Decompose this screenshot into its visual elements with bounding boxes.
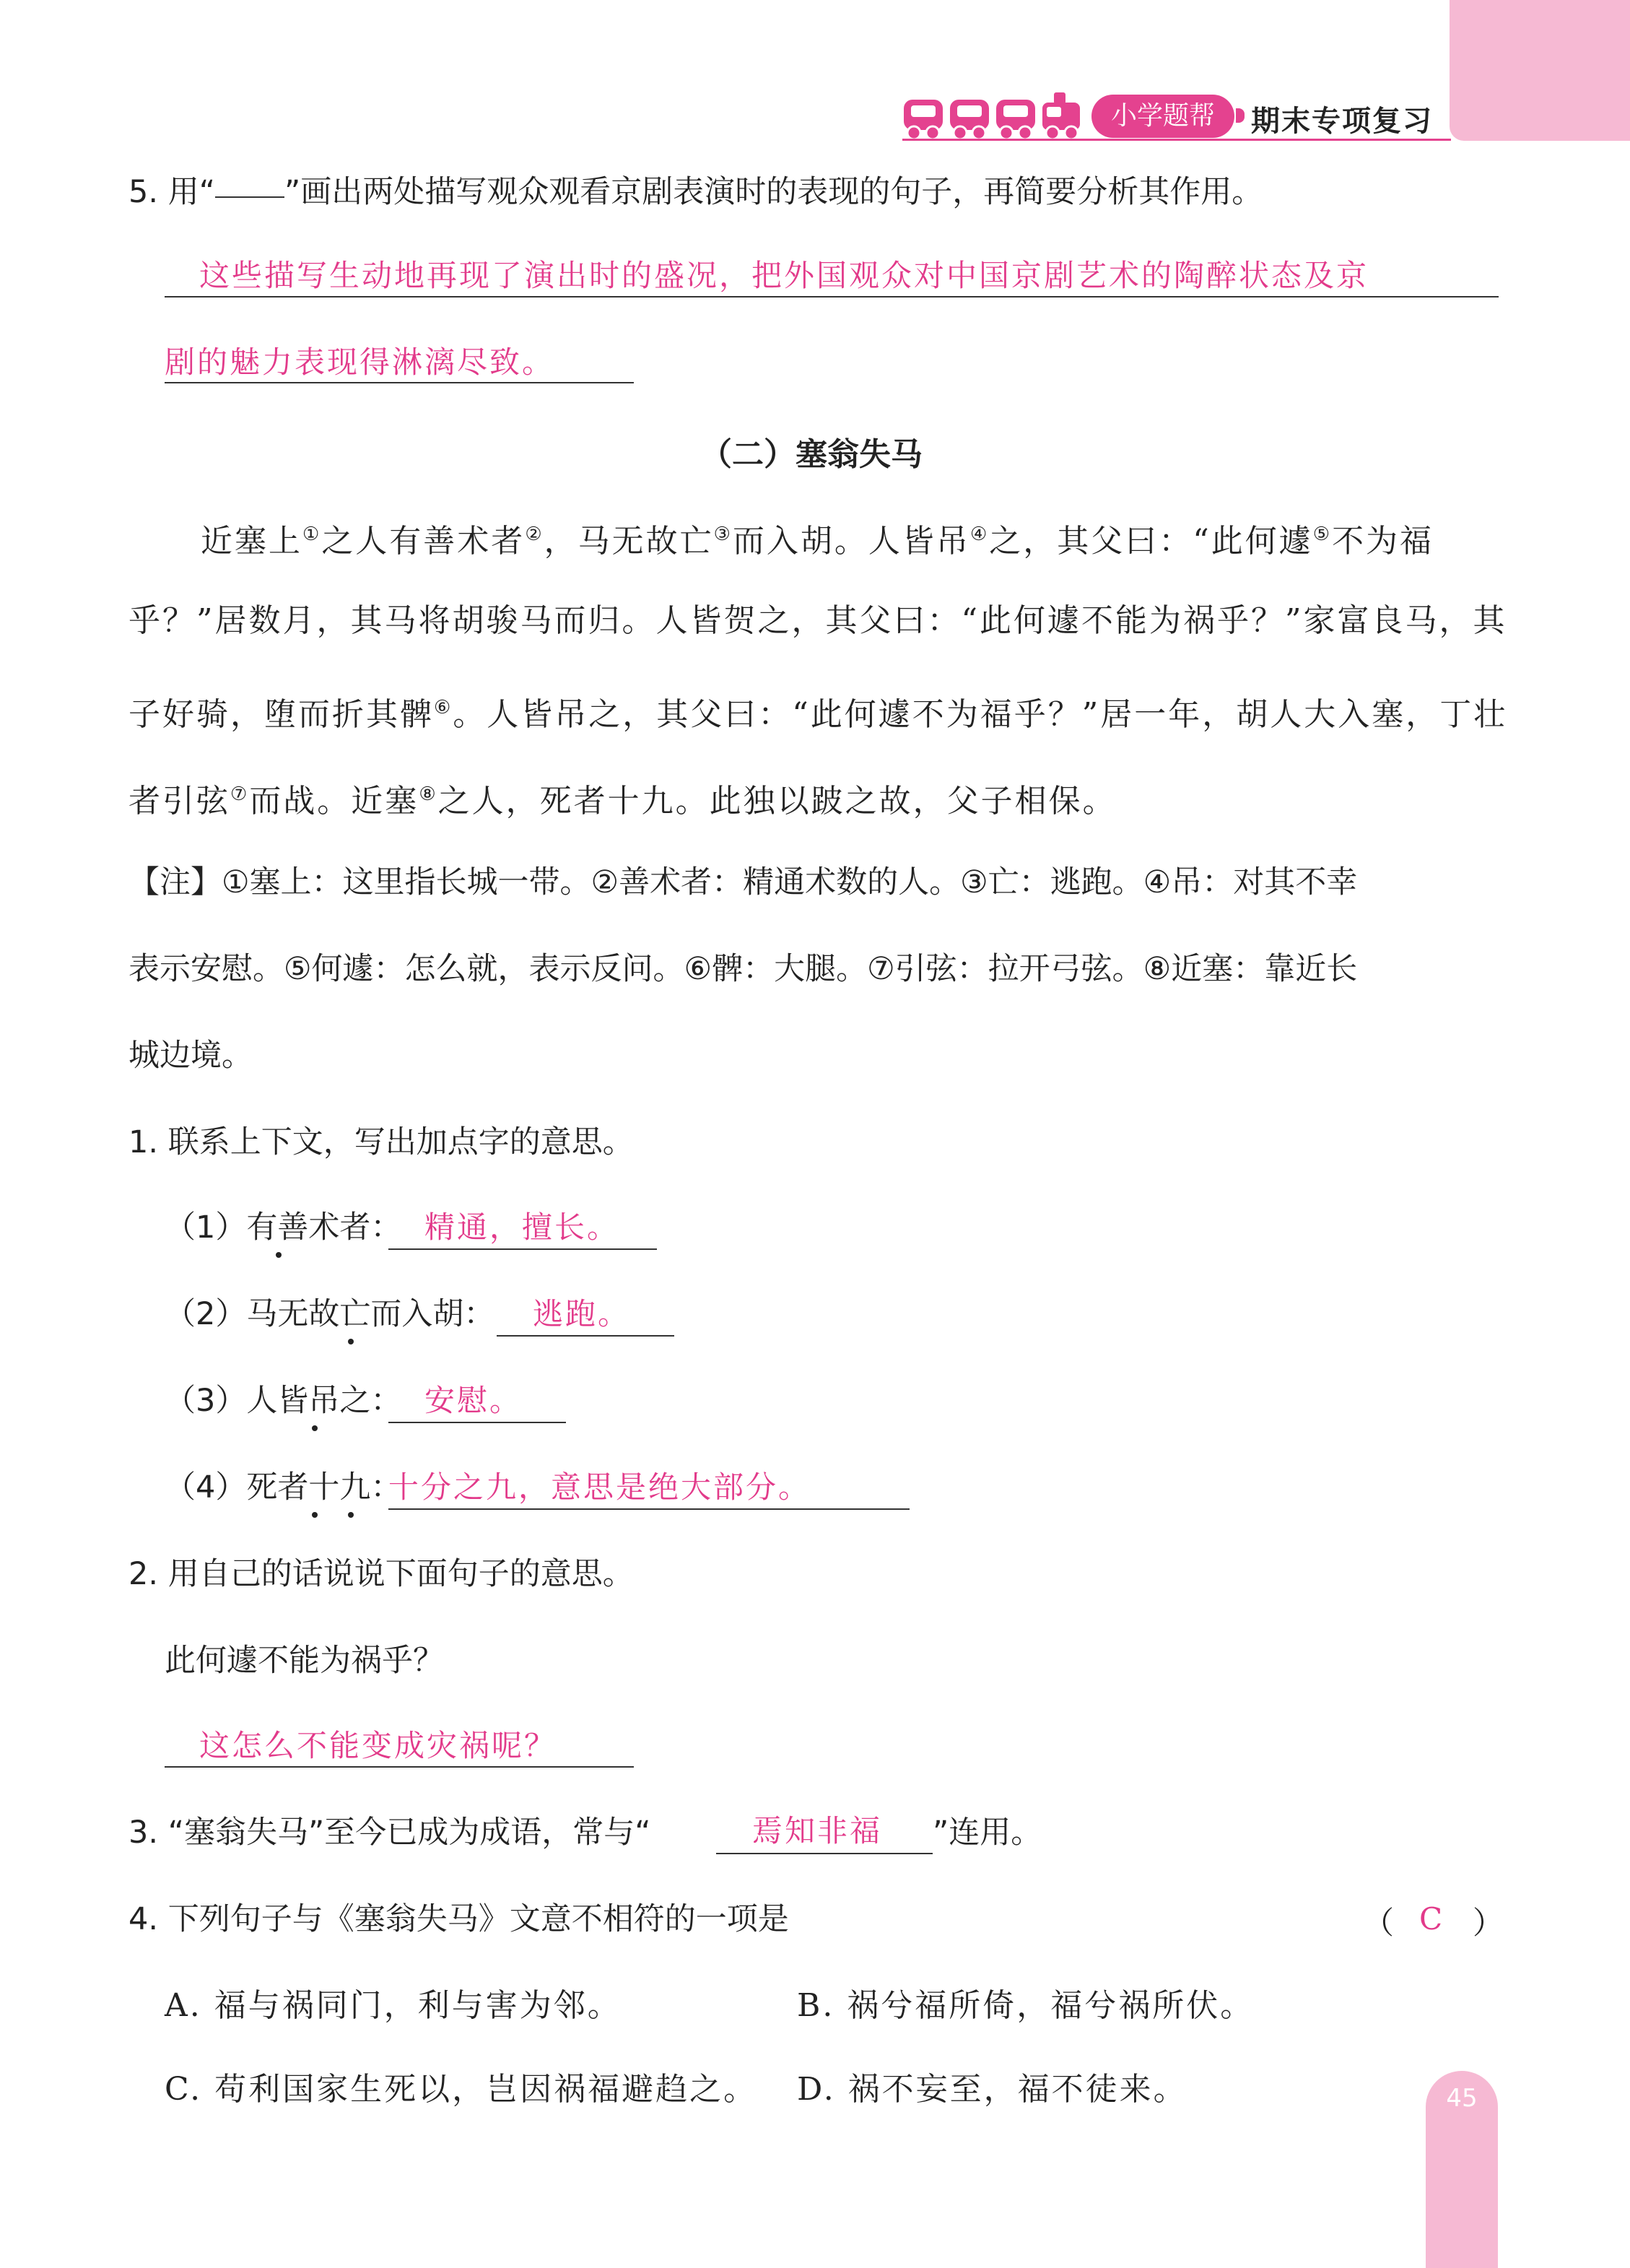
answer-line (388, 1508, 910, 1510)
brand-badge: 小学题帮 (1091, 95, 1234, 138)
passage-title: （二）塞翁失马 (700, 436, 923, 473)
q3-suffix: ”连用。 (933, 1815, 1042, 1851)
q4-option-a: A. 福与祸同门，利与害为邻。 (165, 1987, 622, 2024)
q1-item-2-answer: 逃跑。 (533, 1296, 631, 1331)
q1-item-1-answer: 精通，擅长。 (424, 1209, 620, 1245)
emphasis-dot (348, 1339, 354, 1344)
q5-answer-line1: 这些描写生动地再现了演出时的盛况，把外国观众对中国京剧艺术的陶醉状态及京 (199, 258, 1369, 293)
notes-line-2: 表示安慰。⑤何遽：怎么就，表示反问。⑥髀：大腿。⑦引弦：拉开弓弦。⑧近塞：靠近长 (128, 951, 1358, 987)
answer-line (165, 296, 1499, 297)
q1-item-3-prompt: （3）人皆吊之： (165, 1383, 402, 1419)
q2-answer: 这怎么不能变成灾祸呢？ (199, 1728, 557, 1763)
passage-line-4: 者引弦⑦而战。近塞⑧之人，死者十九。此独以跛之故，父子相保。 (128, 783, 1117, 820)
passage-line-3: 子好骑，堕而折其髀⑥。人皆吊之，其父曰：“此何遽不为福乎？”居一年，胡人大入塞，丁壮 (128, 696, 1508, 733)
q4-paren-right: ） (1473, 1906, 1504, 1942)
corner-tab (1450, 0, 1630, 141)
badge-tail (1236, 108, 1245, 123)
q1-item-2-prompt: （2）马无故亡而入胡： (165, 1296, 495, 1332)
q4-option-b: B. 祸兮福所倚，福兮祸所伏。 (797, 1987, 1255, 2024)
q2-sentence: 此何遽不能为祸乎？ (165, 1643, 444, 1679)
q1-item-1-prompt: （1）有善术者： (165, 1209, 402, 1246)
q5-suffix: ”画出两处描写观众观看京剧表演时的表现的句子，再简要分析其作用。 (284, 174, 1263, 210)
header-divider (902, 139, 1451, 141)
emphasis-dot (348, 1512, 354, 1518)
q1-item-3-answer: 安慰。 (424, 1383, 523, 1418)
q2-stem: 2. 用自己的话说说下面句子的意思。 (128, 1556, 634, 1592)
answer-line (388, 1422, 566, 1423)
answer-line (716, 1853, 933, 1854)
page-number: 45 (1446, 2084, 1478, 2113)
q1-item-4-prompt: （4）死者十九： (165, 1469, 402, 1506)
notes-line-3: 城边境。 (128, 1038, 253, 1074)
notes-line-1: 【注】①塞上：这里指长城一带。②善术者：精通术数的人。③亡：逃跑。④吊：对其不幸 (128, 864, 1358, 900)
train-icon (902, 92, 1083, 142)
q5-prefix: 5. 用“ (128, 174, 215, 210)
answer-line (165, 1766, 634, 1768)
passage-line-1: 近塞上①之人有善术者②，马无故亡③而入胡。人皆吊④之，其父曰：“此何遽⑤不为福 (201, 523, 1434, 560)
q3-answer: 焉知非福 (752, 1813, 883, 1848)
answer-line (497, 1335, 674, 1337)
underline-sample (215, 175, 284, 198)
answer-line (165, 382, 634, 383)
q5-stem (128, 172, 1263, 212)
q3-prefix: 3. “塞翁失马”至今已成为成语，常与“ (128, 1815, 651, 1851)
q1-stem: 1. 联系上下文，写出加点字的意思。 (128, 1124, 634, 1160)
q4-option-d: D. 祸不妄至，福不徒来。 (797, 2071, 1187, 2108)
q5-answer-line2: 剧的魅力表现得淋漓尽致。 (165, 344, 555, 380)
passage-line-2: 乎？”居数月，其马将胡骏马而归。人皆贺之，其父曰：“此何遽不能为祸乎？”家富良马，其 (128, 602, 1507, 639)
q4-answer: C (1419, 1901, 1445, 1937)
emphasis-dot (312, 1512, 318, 1518)
emphasis-dot (276, 1252, 282, 1258)
q4-paren-left: （ (1363, 1906, 1394, 1942)
q4-option-c: C. 苟利国家生死以，岂因祸福避趋之。 (165, 2071, 758, 2108)
answer-line (388, 1248, 657, 1250)
header-title: 期末专项复习 (1251, 105, 1433, 138)
emphasis-dot (312, 1425, 318, 1431)
q4-stem: 4. 下列句子与《塞翁失马》文意不相符的一项是 (128, 1901, 789, 1937)
q1-item-4-answer: 十分之九，意思是绝大部分。 (388, 1469, 811, 1505)
